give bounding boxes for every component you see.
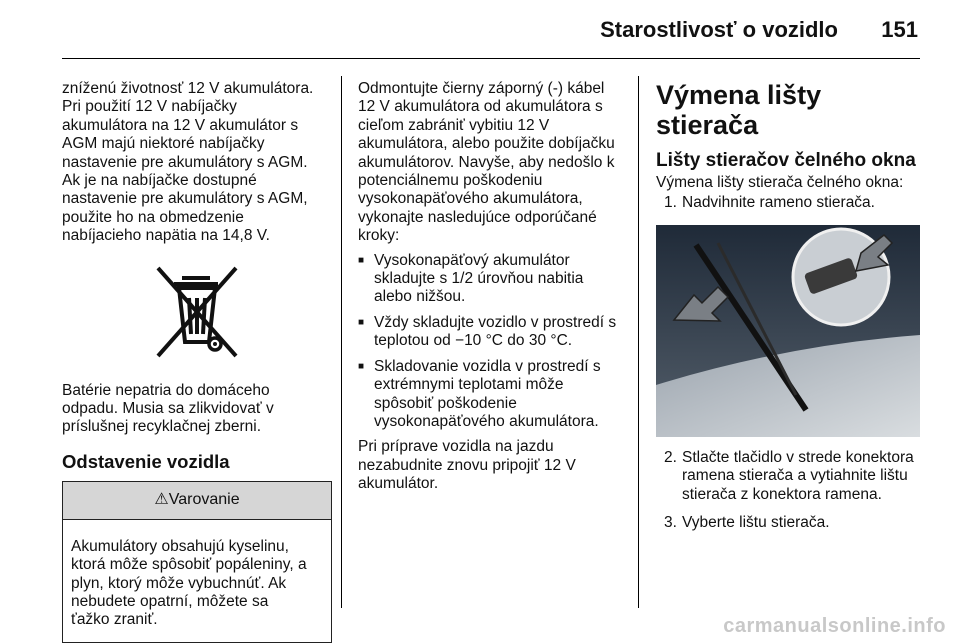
column-left <box>62 80 332 643</box>
column-right <box>656 80 924 532</box>
list-item: 2. Stlačte tlačidlo v strede konektora ramena stierača a vytiahnite lištu stierača z konektora ramena. <box>664 448 914 503</box>
list-item: 3. Vyberte lištu stierača. <box>664 514 830 532</box>
battery-disposal-paragraph: Batérie nepatria do domáceho odpadu. Musia sa zlikvidovať v príslušnej recyklačnej zberni. <box>62 381 274 436</box>
header-rule <box>62 58 920 59</box>
column-divider-1 <box>341 76 342 608</box>
list-item: ■ Vysokonapäťový akumulátor skladujte s 1/2 úrovňou nabitia alebo nižšou. <box>358 252 630 307</box>
header-title: Starostlivosť o vozidlo <box>600 17 838 42</box>
crossed-out-wheelie-bin-icon <box>152 264 242 364</box>
wiper-steps-list-2 <box>656 449 924 533</box>
page-number: 151 <box>881 17 918 42</box>
list-item: 1. Nadvihnite rameno stierača. <box>664 194 875 212</box>
wiper-intro: Výmena lišty stierača čelného okna: <box>656 174 904 191</box>
column-divider-2 <box>638 76 639 608</box>
warning-box <box>62 481 332 642</box>
page-header <box>0 0 960 60</box>
warning-body: Akumulátory obsahujú kyselinu, ktorá môže spôsobiť popáleniny, a plyn, ktorý môže vybuchnúť. Ak nebudete opatrní, môžete sa ťažko zraniť. <box>71 537 307 629</box>
section-title-wiper: Výmena lišty stierača <box>656 80 822 140</box>
storage-bullet-list <box>358 252 630 432</box>
list-item: ■ Skladovanie vozidla v prostredí s extrémnymi teplotami môže spôsobiť poškodenie vysokonapäťového akumulátora. <box>358 358 630 432</box>
reconnect-paragraph: Pri príprave vozidla na jazdu nezabudnite znovu pripojiť 12 V akumulátor. <box>358 438 576 493</box>
list-item: ■ Vždy skladujte vozidlo v prostredí s teplotou od −10 °C do 30 °C. <box>358 314 630 351</box>
battery-charger-paragraph: zníženú životnosť 12 V akumulátora. Pri použití 12 V nabíjačky akumulátora na 12 V akumulátor s AGM majú niektoré nabíjačky nastavenie pre akumulátory s AGM. Ak je na nabíjačke dostupné nastavenie pre akumulátory s AGM, použite ho na obmedzenie nabíjacieho napätia na 14,8 V. <box>62 80 314 245</box>
subsection-title-wiper: Lišty stieračov čelného okna <box>656 150 916 171</box>
warning-header <box>63 482 331 519</box>
column-middle <box>358 80 630 494</box>
warning-title: Varovanie <box>168 491 240 509</box>
watermark: carmanualsonline.info <box>723 615 946 637</box>
section-heading-storage: Odstavenie vozidla <box>62 450 230 472</box>
disconnect-battery-paragraph: Odmontujte čierny záporný (-) kábel 12 V akumulátora od akumulátora s cieľom zabrániť vybitiu 12 V akumulátora, alebo použite dobíjačku akumulátorov. Navyše, aby nedošlo k potenciálnemu poškodeniu vysokonapäťového akumulátora, vykonajte nasledujúce odporúčané kroky: <box>358 80 615 245</box>
wiper-steps-list-1 <box>656 194 924 212</box>
warning-triangle-icon: ⚠ <box>154 491 169 509</box>
wiper-arm-photo-icon <box>656 225 920 437</box>
